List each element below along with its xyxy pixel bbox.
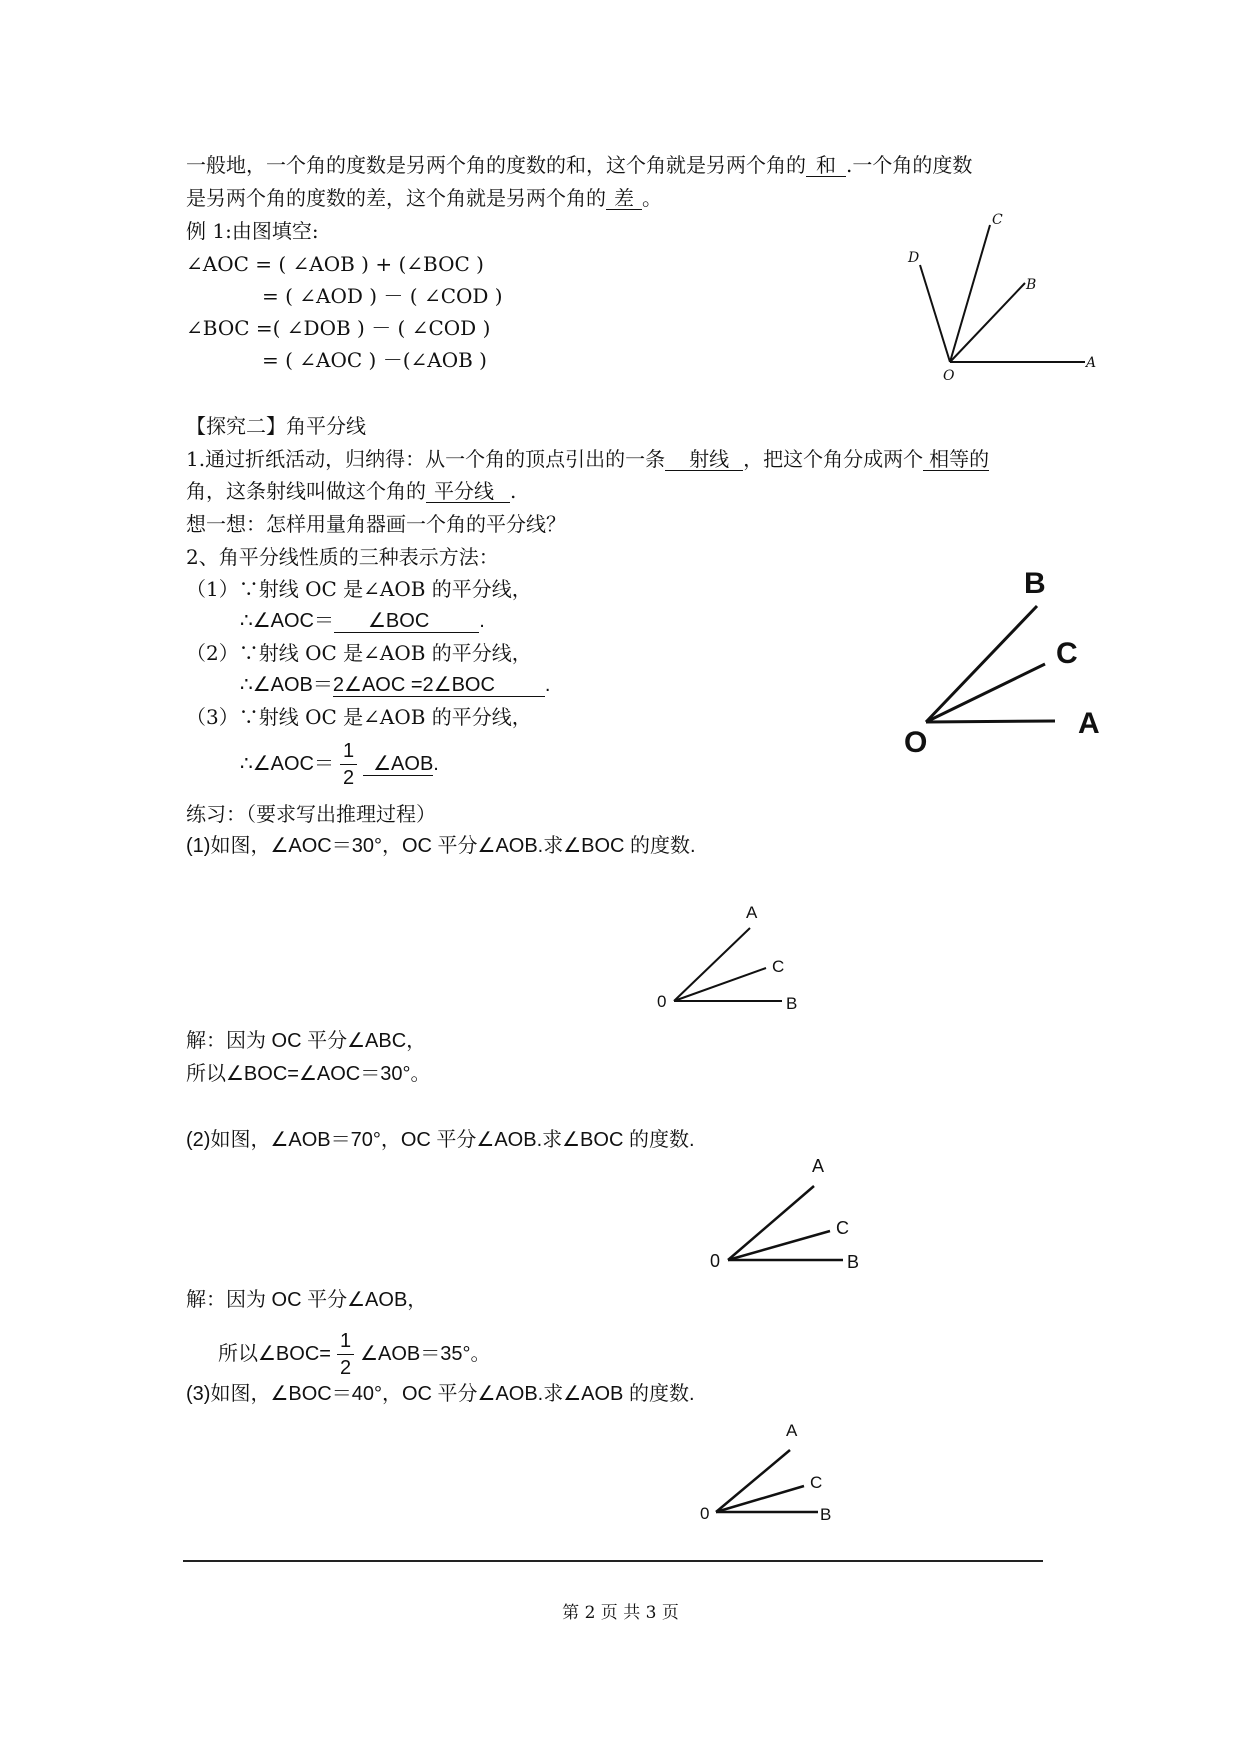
intro-text: 是另两个角的度数的差，这个角就是另两个角的 xyxy=(186,186,606,210)
blank-aob: ∠AOB xyxy=(363,753,433,776)
angle-figure-4 xyxy=(706,1150,866,1275)
text: ∴∠AOC＝ xyxy=(240,752,334,775)
solution-1-line-1: 解：因为 OC 平分∠ABC， xyxy=(186,1030,427,1052)
ray-oc xyxy=(926,664,1045,722)
example1-line: = ( ∠AOC ) －(∠AOB ) xyxy=(262,348,487,372)
fraction-denominator: 2 xyxy=(343,767,355,789)
fraction-half xyxy=(337,1328,354,1381)
angle-figure-5 xyxy=(694,1416,844,1526)
label-d: D xyxy=(908,250,920,266)
example1-line: ∠BOC =( ∠DOB ) － ( ∠COD ) xyxy=(186,316,491,340)
label-o: O xyxy=(943,368,955,384)
label-b: B xyxy=(786,994,798,1013)
text: ∴∠AOB＝ xyxy=(240,674,333,696)
method1-concl xyxy=(240,609,485,633)
intro-line-2 xyxy=(186,186,662,210)
footer-divider xyxy=(183,1560,1043,1562)
question-2: (2)如图，∠AOB＝70°，OC 平分∠AOB.求∠BOC 的度数. xyxy=(186,1129,695,1151)
label-c: C xyxy=(992,212,1003,228)
ray-od xyxy=(920,265,950,362)
think-line: 想一想：怎样用量角器画一个角的平分线？ xyxy=(186,512,566,536)
text: 1.通过折纸活动，归纳得：从一个角的顶点引出的一条 xyxy=(186,447,666,471)
solution-2-line-1: 解：因为 OC 平分∠AOB， xyxy=(186,1289,428,1311)
fraction-denominator: 2 xyxy=(339,1357,352,1379)
ray-oa xyxy=(716,1450,790,1512)
blank-diff: 差 xyxy=(606,187,642,210)
label-o: O xyxy=(904,726,928,759)
text: . xyxy=(479,610,485,632)
text: ∴∠AOC＝ xyxy=(240,610,334,632)
example1-line: ∠AOC = ( ∠AOB ) + (∠BOC ) xyxy=(186,252,484,276)
angle-figure-2 xyxy=(900,560,1115,765)
label-c: C xyxy=(836,1218,849,1238)
blank-aob: 2∠AOC =2∠BOC xyxy=(333,674,545,697)
intro-text: 。 xyxy=(642,186,662,210)
text: . xyxy=(433,752,439,775)
label-a: A xyxy=(746,903,758,922)
intro-text: .一个角的度数 xyxy=(846,153,973,177)
example1-line: = ( ∠AOD ) － ( ∠COD ) xyxy=(262,284,503,308)
label-a: A xyxy=(786,1421,798,1440)
label-a: A xyxy=(812,1156,825,1176)
ray-oc xyxy=(674,968,766,1001)
section2-p1 xyxy=(186,447,989,471)
blank-ray: 射线 xyxy=(665,448,743,471)
method1-given: （1）∵射线 OC 是∠AOB 的平分线， xyxy=(186,577,532,601)
label-b: B xyxy=(820,1505,832,1524)
ray-oa xyxy=(926,721,1055,722)
label-b: B xyxy=(847,1252,860,1272)
blank-bisector: 平分线 xyxy=(426,480,510,503)
solution-1-line-2: 所以∠BOC=∠AOC＝30°。 xyxy=(186,1063,431,1085)
angle-figure-1 xyxy=(890,210,1100,385)
label-a: A xyxy=(1078,707,1100,740)
blank-equal: 相等的 xyxy=(923,448,989,471)
label-b: B xyxy=(1024,567,1046,600)
intro-text: 一般地，一个角的度数是另两个角的度数的和，这个角就是另两个角的 xyxy=(186,153,806,177)
method2-concl xyxy=(240,673,550,697)
text: . xyxy=(510,479,517,503)
ray-oc xyxy=(716,1486,804,1512)
question-1: (1)如图，∠AOC＝30°，OC 平分∠AOB.求∠BOC 的度数. xyxy=(186,835,696,857)
question-3: (3)如图，∠BOC＝40°，OC 平分∠AOB.求∠AOB 的度数. xyxy=(186,1383,695,1405)
label-b: B xyxy=(1026,277,1037,293)
text: ，把这个角分成两个 xyxy=(743,447,924,471)
fraction-numerator: 1 xyxy=(340,738,357,765)
label-a: A xyxy=(1086,355,1097,371)
blank-sum: 和 xyxy=(806,154,846,177)
blank-boc: ∠BOC xyxy=(334,610,479,633)
label-o: 0 xyxy=(657,992,667,1011)
method3-given: （3）∵射线 OC 是∠AOB 的平分线， xyxy=(186,705,532,729)
label-c: C xyxy=(810,1473,823,1492)
method2-given: （2）∵射线 OC 是∠AOB 的平分线， xyxy=(186,641,532,665)
solution-2-line-2 xyxy=(218,1328,491,1381)
text: 所以∠BOC= xyxy=(218,1342,331,1365)
label-o: 0 xyxy=(710,1251,721,1271)
ray-oa xyxy=(674,928,750,1001)
method3-concl xyxy=(240,738,439,791)
intro-line-1 xyxy=(186,153,972,177)
example1-title: 例 1:由图填空: xyxy=(186,219,319,243)
section2-heading: 【探究二】角平分线 xyxy=(186,414,366,438)
fraction-half xyxy=(340,738,357,791)
angle-figure-3 xyxy=(650,900,800,1015)
label-c: C xyxy=(772,957,785,976)
page-number: 第 2 页 共 3 页 xyxy=(562,1603,679,1623)
label-c: C xyxy=(1056,637,1078,670)
section2-p2 xyxy=(186,479,516,503)
text: . xyxy=(544,674,551,696)
fraction-numerator: 1 xyxy=(337,1328,354,1355)
methods-line: 2、角平分线性质的三种表示方法： xyxy=(186,545,499,569)
practice-heading: 练习：（要求写出推理过程） xyxy=(186,802,436,826)
text: ∠AOB＝35°。 xyxy=(360,1342,491,1365)
ray-ob xyxy=(926,606,1037,722)
label-o: 0 xyxy=(700,1504,710,1523)
text: 角，这条射线叫做这个角的 xyxy=(186,479,426,503)
